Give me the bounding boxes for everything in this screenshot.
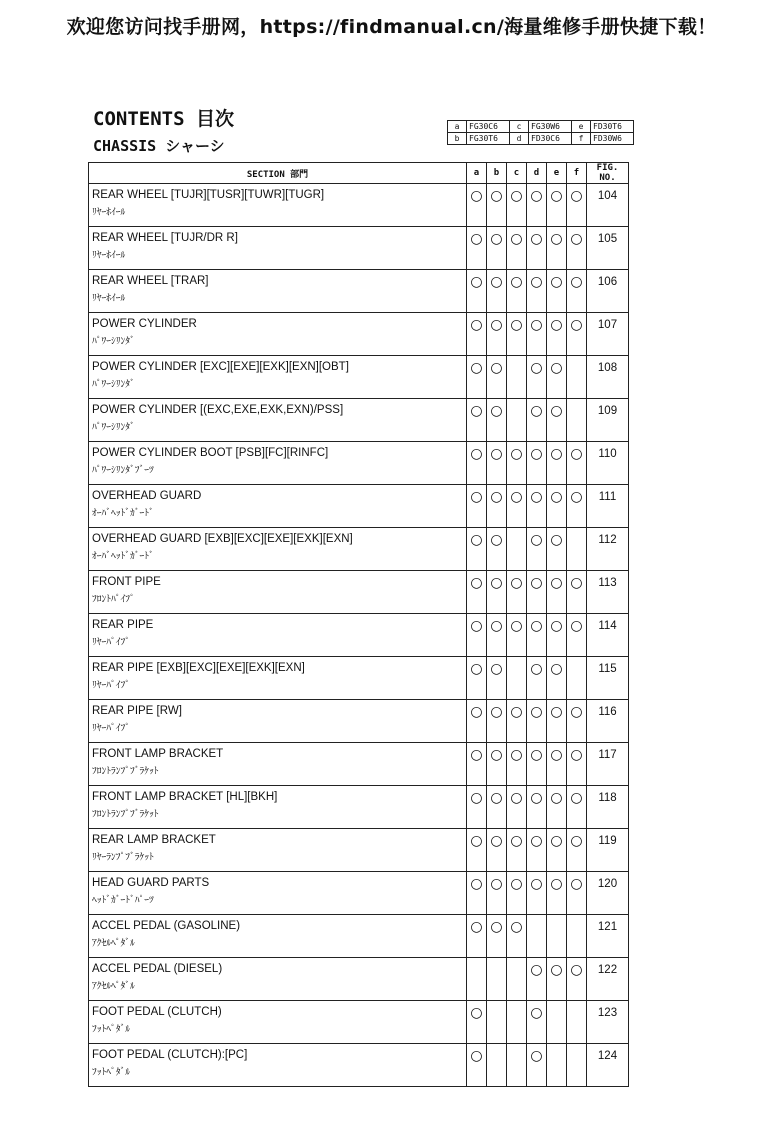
header-col-d: d [527, 163, 547, 184]
fig-no-cell: 106 [587, 270, 629, 313]
legend-model: FG30T6 [467, 133, 510, 145]
legend-key: d [510, 133, 529, 145]
applicability-mark-d: ○ [527, 786, 547, 829]
section-name-en: POWER CYLINDER [(EXC,EXE,EXK,EXN)/PSS] [92, 404, 344, 416]
section-name-en: ACCEL PEDAL (GASOLINE) [92, 920, 241, 932]
table-row [89, 700, 629, 743]
section-cell [89, 700, 467, 743]
applicability-mark-a: ○ [467, 1001, 487, 1044]
applicability-mark-f: ○ [567, 485, 587, 528]
applicability-mark-f: ○ [567, 313, 587, 356]
section-name-jp: ﾘﾔｰﾊﾟｲﾌﾟ [92, 723, 131, 734]
header-section: SECTION 部門 [89, 163, 467, 184]
applicability-mark-a: ○ [467, 1044, 487, 1087]
applicability-mark-b: ○ [487, 485, 507, 528]
section-cell [89, 958, 467, 1001]
contents-table [88, 162, 629, 1087]
fig-no-cell: 109 [587, 399, 629, 442]
applicability-mark-a: ○ [467, 915, 487, 958]
table-row [89, 356, 629, 399]
applicability-mark-e: ○ [547, 872, 567, 915]
model-legend [447, 120, 634, 145]
applicability-mark-f: ○ [567, 184, 587, 227]
applicability-mark-d: ○ [527, 270, 547, 313]
fig-no-cell: 122 [587, 958, 629, 1001]
applicability-mark-b: ○ [487, 270, 507, 313]
table-row [89, 829, 629, 872]
applicability-mark-d: ○ [527, 528, 547, 571]
applicability-mark-d: ○ [527, 485, 547, 528]
applicability-mark-c [507, 1001, 527, 1044]
applicability-mark-e: ○ [547, 786, 567, 829]
applicability-mark-c: ○ [507, 614, 527, 657]
section-name-en: FRONT LAMP BRACKET [92, 748, 224, 760]
applicability-mark-d: ○ [527, 356, 547, 399]
section-name-en: REAR LAMP BRACKET [92, 834, 216, 846]
applicability-mark-a: ○ [467, 442, 487, 485]
contents-heading: CONTENTS 目次 [93, 108, 234, 130]
applicability-mark-c [507, 528, 527, 571]
applicability-mark-d: ○ [527, 1001, 547, 1044]
header-col-c: c [507, 163, 527, 184]
section-name-en: REAR WHEEL [TUJR/DR R] [92, 232, 238, 244]
section-name-jp: ﾘﾔｰﾗﾝﾌﾟﾌﾞﾗｹｯﾄ [92, 852, 154, 863]
applicability-mark-e: ○ [547, 571, 567, 614]
section-cell [89, 614, 467, 657]
section-cell [89, 313, 467, 356]
applicability-mark-c: ○ [507, 571, 527, 614]
applicability-mark-d: ○ [527, 958, 547, 1001]
section-name-en: REAR PIPE [RW] [92, 705, 182, 717]
section-name-jp: ﾌｯﾄﾍﾟﾀﾞﾙ [92, 1067, 131, 1078]
applicability-mark-c [507, 1044, 527, 1087]
applicability-mark-f [567, 1001, 587, 1044]
applicability-mark-f [567, 528, 587, 571]
section-name-en: FRONT PIPE [92, 576, 161, 588]
fig-no-cell: 108 [587, 356, 629, 399]
section-name-en: HEAD GUARD PARTS [92, 877, 210, 889]
fig-no-cell: 116 [587, 700, 629, 743]
applicability-mark-f [567, 356, 587, 399]
applicability-mark-d [527, 915, 547, 958]
applicability-mark-e [547, 1001, 567, 1044]
section-name-en: POWER CYLINDER [EXC][EXE][EXK][EXN][OBT] [92, 361, 349, 373]
applicability-mark-f [567, 915, 587, 958]
section-name-en: OVERHEAD GUARD [92, 490, 202, 502]
applicability-mark-b: ○ [487, 829, 507, 872]
fig-no-cell: 114 [587, 614, 629, 657]
fig-no-cell: 110 [587, 442, 629, 485]
applicability-mark-e: ○ [547, 614, 567, 657]
applicability-mark-f: ○ [567, 829, 587, 872]
section-name-en: FOOT PEDAL (CLUTCH) [92, 1006, 222, 1018]
applicability-mark-c: ○ [507, 872, 527, 915]
fig-no-cell: 111 [587, 485, 629, 528]
section-name-jp: ﾊﾟﾜｰｼﾘﾝﾀﾞ [92, 422, 135, 433]
applicability-mark-a: ○ [467, 227, 487, 270]
section-name-jp: ﾌﾛﾝﾄﾊﾟｲﾌﾟ [92, 594, 135, 605]
applicability-mark-e: ○ [547, 227, 567, 270]
applicability-mark-e: ○ [547, 270, 567, 313]
table-row [89, 399, 629, 442]
fig-no-cell: 118 [587, 786, 629, 829]
table-row [89, 227, 629, 270]
applicability-mark-d: ○ [527, 872, 547, 915]
legend-key: f [572, 133, 591, 145]
legend-key: c [510, 121, 529, 133]
table-row [89, 872, 629, 915]
fig-no-cell: 123 [587, 1001, 629, 1044]
section-name-jp: ﾍｯﾄﾞｶﾞｰﾄﾞﾊﾟｰﾂ [92, 895, 154, 906]
fig-no-cell: 121 [587, 915, 629, 958]
fig-no-cell: 117 [587, 743, 629, 786]
table-row [89, 1001, 629, 1044]
fig-no-cell: 107 [587, 313, 629, 356]
table-row [89, 657, 629, 700]
section-name-jp: ﾘﾔｰﾎｲｰﾙ [92, 207, 126, 218]
chassis-heading: CHASSIS シャーシ [93, 137, 225, 155]
section-name-en: REAR WHEEL [TRAR] [92, 275, 209, 287]
applicability-mark-e: ○ [547, 184, 567, 227]
legend-row [448, 121, 634, 133]
legend-model: FG30W6 [529, 121, 572, 133]
applicability-mark-a: ○ [467, 614, 487, 657]
applicability-mark-b: ○ [487, 915, 507, 958]
applicability-mark-c: ○ [507, 700, 527, 743]
applicability-mark-d: ○ [527, 571, 547, 614]
applicability-mark-a: ○ [467, 485, 487, 528]
applicability-mark-b: ○ [487, 442, 507, 485]
applicability-mark-a: ○ [467, 743, 487, 786]
applicability-mark-b: ○ [487, 356, 507, 399]
table-body [89, 184, 629, 1087]
applicability-mark-e [547, 915, 567, 958]
applicability-mark-f: ○ [567, 872, 587, 915]
table-row [89, 614, 629, 657]
fig-no-cell: 124 [587, 1044, 629, 1087]
applicability-mark-c [507, 657, 527, 700]
table-row [89, 915, 629, 958]
section-name-jp: ｵｰﾊﾞﾍｯﾄﾞｶﾞｰﾄﾞ [92, 551, 154, 562]
applicability-mark-e: ○ [547, 829, 567, 872]
applicability-mark-a: ○ [467, 700, 487, 743]
applicability-mark-a: ○ [467, 313, 487, 356]
applicability-mark-a [467, 958, 487, 1001]
applicability-mark-c [507, 356, 527, 399]
section-name-jp: ﾌｯﾄﾍﾟﾀﾞﾙ [92, 1024, 131, 1035]
section-cell [89, 270, 467, 313]
section-name-en: POWER CYLINDER [92, 318, 197, 330]
applicability-mark-e: ○ [547, 528, 567, 571]
section-name-jp: ｵｰﾊﾞﾍｯﾄﾞｶﾞｰﾄﾞ [92, 508, 154, 519]
applicability-mark-e: ○ [547, 657, 567, 700]
applicability-mark-f: ○ [567, 786, 587, 829]
section-name-jp: ﾊﾟﾜｰｼﾘﾝﾀﾞﾌﾞｰﾂ [92, 465, 154, 476]
table-row [89, 958, 629, 1001]
applicability-mark-d: ○ [527, 700, 547, 743]
applicability-mark-c: ○ [507, 313, 527, 356]
applicability-mark-f: ○ [567, 442, 587, 485]
applicability-mark-b: ○ [487, 227, 507, 270]
section-cell [89, 528, 467, 571]
section-name-jp: ﾌﾛﾝﾄﾗﾝﾌﾟﾌﾞﾗｹｯﾄ [92, 809, 159, 820]
applicability-mark-d: ○ [527, 743, 547, 786]
applicability-mark-d: ○ [527, 829, 547, 872]
section-cell [89, 1001, 467, 1044]
applicability-mark-c: ○ [507, 270, 527, 313]
applicability-mark-b: ○ [487, 184, 507, 227]
header-col-f: f [567, 163, 587, 184]
applicability-mark-b: ○ [487, 872, 507, 915]
legend-model: FD30T6 [591, 121, 634, 133]
section-name-en: POWER CYLINDER BOOT [PSB][FC][RINFC] [92, 447, 329, 459]
applicability-mark-a: ○ [467, 872, 487, 915]
section-cell [89, 786, 467, 829]
applicability-mark-a: ○ [467, 270, 487, 313]
table-row [89, 571, 629, 614]
table-row [89, 313, 629, 356]
legend-key: a [448, 121, 467, 133]
section-cell [89, 1044, 467, 1087]
applicability-mark-f: ○ [567, 571, 587, 614]
applicability-mark-a: ○ [467, 356, 487, 399]
applicability-mark-e: ○ [547, 958, 567, 1001]
section-cell [89, 356, 467, 399]
applicability-mark-e: ○ [547, 313, 567, 356]
section-cell [89, 872, 467, 915]
legend-key: e [572, 121, 591, 133]
section-name-en: FOOT PEDAL (CLUTCH):[PC] [92, 1049, 248, 1061]
applicability-mark-a: ○ [467, 528, 487, 571]
applicability-mark-c: ○ [507, 743, 527, 786]
fig-no-cell: 119 [587, 829, 629, 872]
legend-model: FD30C6 [529, 133, 572, 145]
section-name-jp: ﾊﾟﾜｰｼﾘﾝﾀﾞ [92, 379, 135, 390]
section-cell [89, 915, 467, 958]
applicability-mark-c [507, 399, 527, 442]
applicability-mark-b: ○ [487, 786, 507, 829]
applicability-mark-e: ○ [547, 442, 567, 485]
section-name-jp: ﾊﾟﾜｰｼﾘﾝﾀﾞ [92, 336, 135, 347]
table-row [89, 786, 629, 829]
applicability-mark-f: ○ [567, 958, 587, 1001]
applicability-mark-d: ○ [527, 657, 547, 700]
section-name-en: FRONT LAMP BRACKET [HL][BKH] [92, 791, 278, 803]
site-banner: 欢迎您访问找手册网，https://findmanual.cn/海量维修手册快捷下载！ [66, 16, 717, 38]
section-cell [89, 829, 467, 872]
section-name-jp: ｱｸｾﾙﾍﾟﾀﾞﾙ [92, 981, 135, 992]
applicability-mark-c: ○ [507, 485, 527, 528]
fig-no-cell: 115 [587, 657, 629, 700]
header-fig-no: FIG. NO. [587, 163, 629, 184]
section-cell [89, 184, 467, 227]
applicability-mark-b: ○ [487, 614, 507, 657]
section-cell [89, 743, 467, 786]
fig-no-cell: 112 [587, 528, 629, 571]
header-col-b: b [487, 163, 507, 184]
applicability-mark-a: ○ [467, 786, 487, 829]
applicability-mark-a: ○ [467, 571, 487, 614]
applicability-mark-b [487, 1001, 507, 1044]
table-row [89, 184, 629, 227]
section-cell [89, 485, 467, 528]
applicability-mark-a: ○ [467, 657, 487, 700]
applicability-mark-c: ○ [507, 786, 527, 829]
section-name-en: REAR WHEEL [TUJR][TUSR][TUWR][TUGR] [92, 189, 325, 201]
applicability-mark-f: ○ [567, 227, 587, 270]
legend-row [448, 133, 634, 145]
table-row [89, 528, 629, 571]
table-row [89, 442, 629, 485]
section-name-en: REAR PIPE [92, 619, 154, 631]
applicability-mark-d: ○ [527, 442, 547, 485]
legend-model: FG30C6 [467, 121, 510, 133]
applicability-mark-c: ○ [507, 227, 527, 270]
table-row [89, 743, 629, 786]
applicability-mark-b: ○ [487, 700, 507, 743]
applicability-mark-f: ○ [567, 700, 587, 743]
applicability-mark-e: ○ [547, 399, 567, 442]
section-name-en: OVERHEAD GUARD [EXB][EXC][EXE][EXK][EXN] [92, 533, 353, 545]
applicability-mark-c: ○ [507, 829, 527, 872]
section-cell [89, 442, 467, 485]
applicability-mark-b: ○ [487, 571, 507, 614]
section-name-jp: ﾘﾔｰﾊﾟｲﾌﾟ [92, 637, 131, 648]
applicability-mark-a: ○ [467, 829, 487, 872]
section-name-en: REAR PIPE [EXB][EXC][EXE][EXK][EXN] [92, 662, 305, 674]
section-name-en: ACCEL PEDAL (DIESEL) [92, 963, 223, 975]
header-col-e: e [547, 163, 567, 184]
legend-model: FD30W6 [591, 133, 634, 145]
fig-no-cell: 104 [587, 184, 629, 227]
section-cell [89, 227, 467, 270]
section-name-jp: ﾘﾔｰﾎｲｰﾙ [92, 293, 126, 304]
applicability-mark-b: ○ [487, 399, 507, 442]
applicability-mark-d: ○ [527, 399, 547, 442]
applicability-mark-e: ○ [547, 700, 567, 743]
applicability-mark-f [567, 657, 587, 700]
applicability-mark-e: ○ [547, 356, 567, 399]
fig-no-cell: 120 [587, 872, 629, 915]
section-name-jp: ﾘﾔｰﾎｲｰﾙ [92, 250, 126, 261]
applicability-mark-d: ○ [527, 313, 547, 356]
applicability-mark-d: ○ [527, 227, 547, 270]
applicability-mark-d: ○ [527, 614, 547, 657]
header-col-a: a [467, 163, 487, 184]
applicability-mark-a: ○ [467, 399, 487, 442]
applicability-mark-f: ○ [567, 614, 587, 657]
applicability-mark-b: ○ [487, 313, 507, 356]
applicability-mark-f [567, 399, 587, 442]
applicability-mark-e [547, 1044, 567, 1087]
section-name-jp: ｱｸｾﾙﾍﾟﾀﾞﾙ [92, 938, 135, 949]
section-name-jp: ﾌﾛﾝﾄﾗﾝﾌﾟﾌﾞﾗｹｯﾄ [92, 766, 159, 777]
applicability-mark-c: ○ [507, 915, 527, 958]
applicability-mark-c [507, 958, 527, 1001]
section-cell [89, 399, 467, 442]
applicability-mark-b [487, 1044, 507, 1087]
applicability-mark-c: ○ [507, 442, 527, 485]
applicability-mark-e: ○ [547, 485, 567, 528]
section-name-jp: ﾘﾔｰﾊﾟｲﾌﾟ [92, 680, 131, 691]
applicability-mark-b: ○ [487, 743, 507, 786]
section-cell [89, 657, 467, 700]
applicability-mark-d: ○ [527, 1044, 547, 1087]
applicability-mark-f: ○ [567, 270, 587, 313]
table-row [89, 485, 629, 528]
applicability-mark-f: ○ [567, 743, 587, 786]
fig-no-cell: 113 [587, 571, 629, 614]
legend-key: b [448, 133, 467, 145]
applicability-mark-b [487, 958, 507, 1001]
applicability-mark-d: ○ [527, 184, 547, 227]
applicability-mark-b: ○ [487, 657, 507, 700]
applicability-mark-c: ○ [507, 184, 527, 227]
applicability-mark-f [567, 1044, 587, 1087]
table-row [89, 270, 629, 313]
table-header-row [89, 163, 629, 184]
applicability-mark-a: ○ [467, 184, 487, 227]
section-cell [89, 571, 467, 614]
applicability-mark-b: ○ [487, 528, 507, 571]
applicability-mark-e: ○ [547, 743, 567, 786]
table-row [89, 1044, 629, 1087]
fig-no-cell: 105 [587, 227, 629, 270]
